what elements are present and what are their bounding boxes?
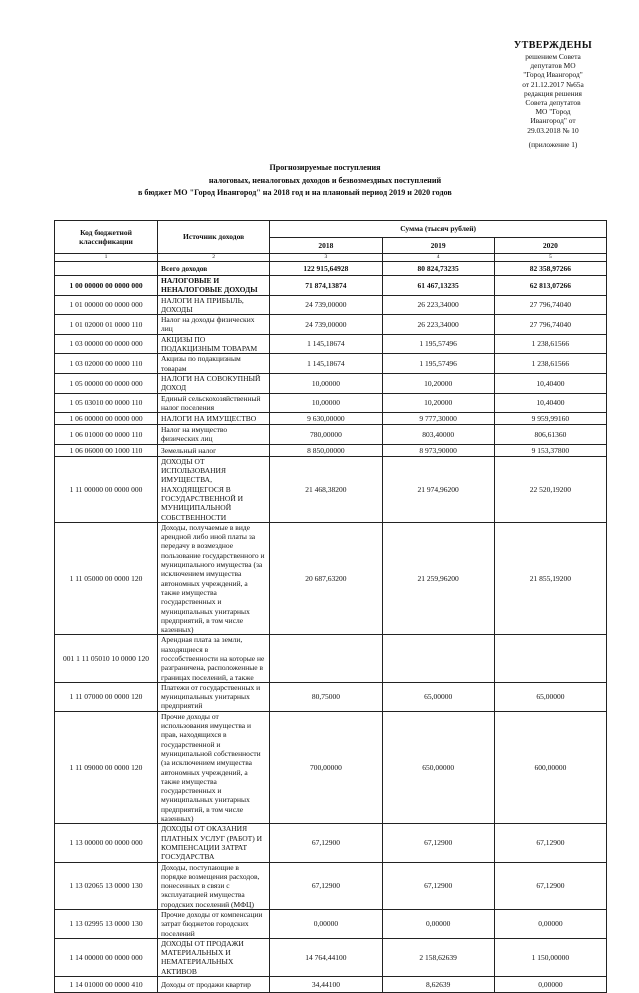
value-2020: 27 796,74040 xyxy=(494,295,606,315)
value-2018: 67,12900 xyxy=(270,824,382,862)
row-code: 1 06 06000 00 1000 110 xyxy=(55,444,158,456)
row-code: 1 06 01000 00 0000 110 xyxy=(55,425,158,445)
header-source: Источник доходов xyxy=(158,221,270,254)
table-row xyxy=(55,910,607,939)
value-2020: 21 855,19200 xyxy=(494,522,606,635)
value-2018: 0,00000 xyxy=(270,910,382,939)
table-row xyxy=(55,938,607,976)
row-name: Акцизы по подакцизным товарам xyxy=(158,354,270,374)
index-cell: 4 xyxy=(382,254,494,262)
approval-line: "Город Ивангород" xyxy=(523,70,583,80)
value-2019: 80 824,73235 xyxy=(382,262,494,276)
value-2019: 10,20000 xyxy=(382,373,494,393)
row-code: 1 03 02000 00 0000 110 xyxy=(55,354,158,374)
table-row xyxy=(55,862,607,909)
row-name: Земельный налог xyxy=(158,444,270,456)
column-index-row xyxy=(55,254,607,262)
title-line-3: в бюджет МО "Город Ивангород" на 2018 год и на плановый период 2019 и 2020 годов xyxy=(138,188,452,197)
row-code: 1 01 00000 00 0000 000 xyxy=(55,295,158,315)
value-2018: 20 687,63200 xyxy=(270,522,382,635)
row-code: 001 1 11 05010 10 0000 120 xyxy=(55,635,158,682)
row-name: НАЛОГИ НА СОВОКУПНЫЙ ДОХОД xyxy=(158,373,270,393)
value-2018: 24 739,00000 xyxy=(270,315,382,335)
index-cell: 3 xyxy=(270,254,382,262)
row-code: 1 01 02000 01 0000 110 xyxy=(55,315,158,335)
value-2020: 1 150,00000 xyxy=(494,938,606,976)
value-2020: 1 238,61566 xyxy=(494,354,606,374)
table-row xyxy=(55,262,607,276)
value-2020: 65,00000 xyxy=(494,682,606,711)
row-code: 1 05 03010 00 0000 110 xyxy=(55,393,158,413)
value-2018: 8 850,00000 xyxy=(270,444,382,456)
table-row xyxy=(55,635,607,682)
value-2019: 1 195,57496 xyxy=(382,334,494,354)
value-2019: 0,00000 xyxy=(382,910,494,939)
value-2019: 650,00000 xyxy=(382,711,494,824)
approval-line: решением Совета xyxy=(525,52,581,61)
value-2019: 8,62639 xyxy=(382,977,494,993)
value-2020: 67,12900 xyxy=(494,862,606,909)
row-code: 1 13 00000 00 0000 000 xyxy=(55,824,158,862)
header-code: Код бюджетной классификации xyxy=(55,221,158,254)
value-2019: 21 974,96200 xyxy=(382,456,494,522)
value-2019: 67,12900 xyxy=(382,824,494,862)
table-row xyxy=(55,334,607,354)
value-2020: 0,00000 xyxy=(494,910,606,939)
table-row xyxy=(55,444,607,456)
value-2019 xyxy=(382,635,494,682)
row-name: Доходы, получаемые в виде арендной либо иной платы за передачу в возмездное пользование государственного и муниципального имущества (за исключением имущества автономных учреждений, а также имущества государственных и муниципальных унитарных предприятий, в том числе казенных) xyxy=(158,522,270,635)
document-title xyxy=(90,162,560,200)
row-code: 1 11 05000 00 0000 120 xyxy=(55,522,158,635)
value-2020: 0,00000 xyxy=(494,977,606,993)
value-2020: 600,00000 xyxy=(494,711,606,824)
table-row xyxy=(55,456,607,522)
approval-block xyxy=(478,40,628,149)
approval-line: 29.03.2018 № 10 xyxy=(527,125,579,135)
title-line-2: налоговых, неналоговых доходов и безвозмездных поступлений xyxy=(208,175,442,185)
value-2019: 61 467,13235 xyxy=(382,276,494,296)
value-2020: 9 959,99160 xyxy=(494,413,606,425)
value-2018: 10,00000 xyxy=(270,393,382,413)
row-name: Единый сельскохозяйственный налог поселения xyxy=(158,393,270,413)
row-name: ДОХОДЫ ОТ ОКАЗАНИЯ ПЛАТНЫХ УСЛУГ (РАБОТ) И КОМПЕНСАЦИИ ЗАТРАТ ГОСУДАРСТВА xyxy=(158,824,270,862)
value-2018: 1 145,18674 xyxy=(270,354,382,374)
index-cell: 2 xyxy=(158,254,270,262)
value-2020: 10,40400 xyxy=(494,373,606,393)
table-row xyxy=(55,977,607,993)
table-row xyxy=(55,522,607,635)
value-2020: 9 153,37800 xyxy=(494,444,606,456)
header-2020: 2020 xyxy=(494,238,606,254)
row-name: Налог на имущество физических лиц xyxy=(158,425,270,445)
appendix-note: (приложение 1) xyxy=(528,139,578,149)
table-row xyxy=(55,373,607,393)
index-cell: 1 xyxy=(55,254,158,262)
value-2019: 8 973,90000 xyxy=(382,444,494,456)
value-2018: 71 874,13874 xyxy=(270,276,382,296)
title-line-1: Прогнозируемые поступления xyxy=(269,163,381,172)
value-2019: 67,12900 xyxy=(382,862,494,909)
table-row xyxy=(55,276,607,296)
table-row xyxy=(55,824,607,862)
value-2019: 1 195,57496 xyxy=(382,354,494,374)
row-code: 1 03 00000 00 0000 000 xyxy=(55,334,158,354)
index-cell: 5 xyxy=(494,254,606,262)
value-2019: 26 223,34000 xyxy=(382,295,494,315)
approval-heading: УТВЕРЖДЕНЫ xyxy=(513,40,593,51)
header-2018: 2018 xyxy=(270,238,382,254)
value-2020: 806,61360 xyxy=(494,425,606,445)
row-name: АКЦИЗЫ ПО ПОДАКЦИЗНЫМ ТОВАРАМ xyxy=(158,334,270,354)
row-code: 1 11 09000 00 0000 120 xyxy=(55,711,158,824)
value-2019: 10,20000 xyxy=(382,393,494,413)
value-2020: 82 358,97266 xyxy=(494,262,606,276)
table-row xyxy=(55,425,607,445)
row-name: Всего доходов xyxy=(158,262,270,276)
table-row xyxy=(55,354,607,374)
row-code: 1 14 00000 00 0000 000 xyxy=(55,938,158,976)
row-name: Прочие доходы от использования имущества и прав, находящихся в государственной и муниципальной собственности (за исключением имущества автономных учреждений, а также имущества государственных и муниципальных унитарных предприятий, в том числе казенных) xyxy=(158,711,270,824)
row-name: Платежи от государственных и муниципальных унитарных предприятий xyxy=(158,682,270,711)
approval-line: Совета депутатов xyxy=(525,98,581,108)
table-row xyxy=(55,315,607,335)
row-name: ДОХОДЫ ОТ ПРОДАЖИ МАТЕРИАЛЬНЫХ И НЕМАТЕРИАЛЬНЫХ АКТИВОВ xyxy=(158,938,270,976)
row-code xyxy=(55,262,158,276)
value-2020: 10,40400 xyxy=(494,393,606,413)
value-2018 xyxy=(270,635,382,682)
row-name: НАЛОГИ НА ИМУЩЕСТВО xyxy=(158,413,270,425)
value-2018: 80,75000 xyxy=(270,682,382,711)
value-2019: 2 158,62639 xyxy=(382,938,494,976)
value-2018: 700,00000 xyxy=(270,711,382,824)
value-2018: 21 468,38200 xyxy=(270,456,382,522)
row-code: 1 11 00000 00 0000 000 xyxy=(55,456,158,522)
row-name: Налог на доходы физических лиц xyxy=(158,315,270,335)
row-code: 1 13 02065 13 0000 130 xyxy=(55,862,158,909)
approval-line: депутатов МО xyxy=(530,61,576,71)
row-code: 1 13 02995 13 0000 130 xyxy=(55,910,158,939)
approval-line: Ивангород" от xyxy=(530,116,576,126)
approval-line: от 21.12.2017 №65а xyxy=(522,79,584,89)
approval-line: редакция решения xyxy=(524,88,582,98)
value-2020 xyxy=(494,635,606,682)
row-name: Доходы, поступающие в порядке возмещения расходов, понесенных в связи с эксплуатацией имущества городских поселений (МФЦ) xyxy=(158,862,270,909)
row-code: 1 00 00000 00 0000 000 xyxy=(55,276,158,296)
value-2018: 14 764,44100 xyxy=(270,938,382,976)
value-2018: 9 630,00000 xyxy=(270,413,382,425)
row-name: НАЛОГОВЫЕ И НЕНАЛОГОВЫЕ ДОХОДЫ xyxy=(158,276,270,296)
value-2019: 9 777,30000 xyxy=(382,413,494,425)
value-2018: 67,12900 xyxy=(270,862,382,909)
row-code: 1 05 00000 00 0000 000 xyxy=(55,373,158,393)
table-row xyxy=(55,295,607,315)
table-row xyxy=(55,682,607,711)
value-2018: 780,00000 xyxy=(270,425,382,445)
value-2020: 22 520,19200 xyxy=(494,456,606,522)
approval-line: МО "Город xyxy=(535,107,571,117)
row-name: Доходы от продажи квартир xyxy=(158,977,270,993)
revenue-table xyxy=(54,220,607,993)
row-name: ДОХОДЫ ОТ ИСПОЛЬЗОВАНИЯ ИМУЩЕСТВА, НАХОДЯЩЕГОСЯ В ГОСУДАРСТВЕННОЙ И МУНИЦИПАЛЬНОЙ СОБСТВЕННОСТИ xyxy=(158,456,270,522)
value-2019: 803,40000 xyxy=(382,425,494,445)
value-2020: 67,12900 xyxy=(494,824,606,862)
table-row xyxy=(55,393,607,413)
row-code: 1 14 01000 00 0000 410 xyxy=(55,977,158,993)
row-code: 1 11 07000 00 0000 120 xyxy=(55,682,158,711)
value-2019: 26 223,34000 xyxy=(382,315,494,335)
value-2018: 10,00000 xyxy=(270,373,382,393)
value-2020: 1 238,61566 xyxy=(494,334,606,354)
row-name: Прочие доходы от компенсации затрат бюджетов городских поселений xyxy=(158,910,270,939)
value-2018: 1 145,18674 xyxy=(270,334,382,354)
value-2018: 34,44100 xyxy=(270,977,382,993)
row-name: НАЛОГИ НА ПРИБЫЛЬ, ДОХОДЫ xyxy=(158,295,270,315)
value-2018: 24 739,00000 xyxy=(270,295,382,315)
value-2019: 65,00000 xyxy=(382,682,494,711)
table-row xyxy=(55,413,607,425)
value-2020: 62 813,07266 xyxy=(494,276,606,296)
value-2019: 21 259,96200 xyxy=(382,522,494,635)
row-name: Арендная плата за земли, находящиеся в госсобственности на которые не разграничена, расположенные в границах поселений, а также xyxy=(158,635,270,682)
value-2018: 122 915,64928 xyxy=(270,262,382,276)
value-2020: 27 796,74040 xyxy=(494,315,606,335)
row-code: 1 06 00000 00 0000 000 xyxy=(55,413,158,425)
header-2019: 2019 xyxy=(382,238,494,254)
header-sum: Сумма (тысяч рублей) xyxy=(270,221,607,238)
table-row xyxy=(55,711,607,824)
